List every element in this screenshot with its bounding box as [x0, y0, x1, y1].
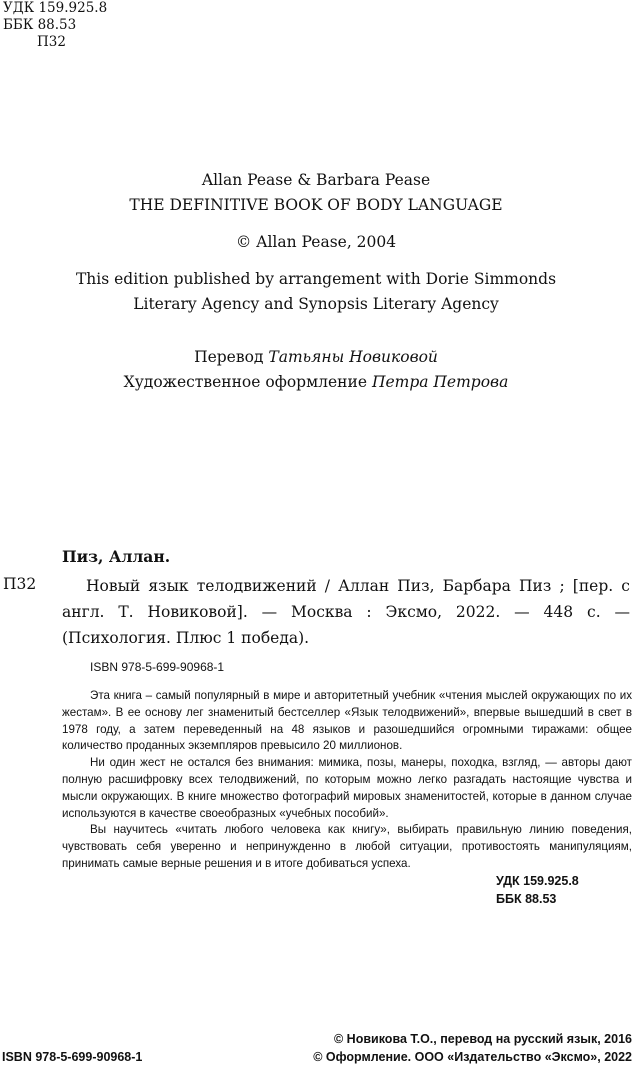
design-label: Художественное оформление [123, 373, 367, 391]
bibliographic-text: Новый язык телодвижений / Аллан Пиз, Барбара Пиз ; [пер. с англ. Т. Новиковой]. — Москва : Эксмо, 2022. — 448 с. — (Психология. Плюс 1 победа). [62, 577, 630, 647]
bbk-code: ББК 88.53 [3, 17, 77, 33]
copyright-block [238, 1030, 632, 1066]
original-authors: Allan Pease & Barbara Pease [201, 171, 431, 189]
edition-note-line2: Literary Agency and Synopsis Literary Agency [133, 295, 499, 313]
original-copyright: © Allan Pease, 2004 [235, 233, 397, 251]
udk-code-right: УДК 159.925.8 [496, 874, 579, 888]
annotation-paragraph: Эта книга – самый популярный в мире и авторитетный учебник «чтения мыслей окружающих по их жестам». В ее основу лег знаменитый бестселлер «Язык телодвижений», впервые вышедший в свет в 1978 году, а затем переведенный на 48 языков и разошедшийся огромными тиражами: общее количество проданных экземпляров превысило 20 миллионов. [62, 689, 632, 753]
translation-label: Перевод [194, 348, 264, 366]
classification-right [496, 872, 579, 908]
author-code: П32 [37, 34, 66, 50]
udk-code: УДК 159.925.8 [3, 0, 108, 16]
translator-name: Татьяны Новиковой [268, 348, 438, 366]
copyright-design: © Оформление. ООО «Издательство «Эксмо», 2022 [313, 1050, 632, 1064]
bbk-code-right: ББК 88.53 [496, 892, 557, 906]
annotation-paragraph: Вы научитесь «читать любого человека как книгу», выбирать правильную линию поведения, чувствовать себя уверенно и непринужденно в любой ситуации, противостоять манипуляциям, принимать самые верные решения и в итоге добиваться успеха. [62, 823, 632, 870]
classification-block [3, 0, 107, 51]
annotation-paragraph: Ни один жест не остался без внимания: мимика, позы, манеры, походка, взгляд, — авторы дают полную расшифровку всех телодвижений, по которым можно легко разгадать настоящие чувства и мысли окружающих. В книге множество фотографий мировых знаменитостей, которые в данном случае используются в качестве своеобразных «учебных пособий». [62, 756, 632, 820]
edition-note-line1: This edition published by arrangement with Dorie Simmonds [75, 270, 557, 288]
original-title: THE DEFINITIVE BOOK OF BODY LANGUAGE [129, 196, 503, 214]
translation-credit [0, 345, 632, 369]
annotation [62, 688, 632, 873]
catalog-code: П32 [3, 575, 37, 593]
designer-name: Петра Петрова [371, 373, 509, 391]
copyright-translation: © Новикова Т.О., перевод на русский язык, 2016 [334, 1032, 632, 1046]
design-credit [0, 370, 632, 394]
author-heading: Пиз, Аллан. [62, 547, 171, 566]
bibliographic-description [62, 573, 630, 651]
isbn-footer: ISBN 978-5-699-90968-1 [2, 1050, 143, 1064]
isbn-record: ISBN 978-5-699-90968-1 [90, 660, 225, 674]
